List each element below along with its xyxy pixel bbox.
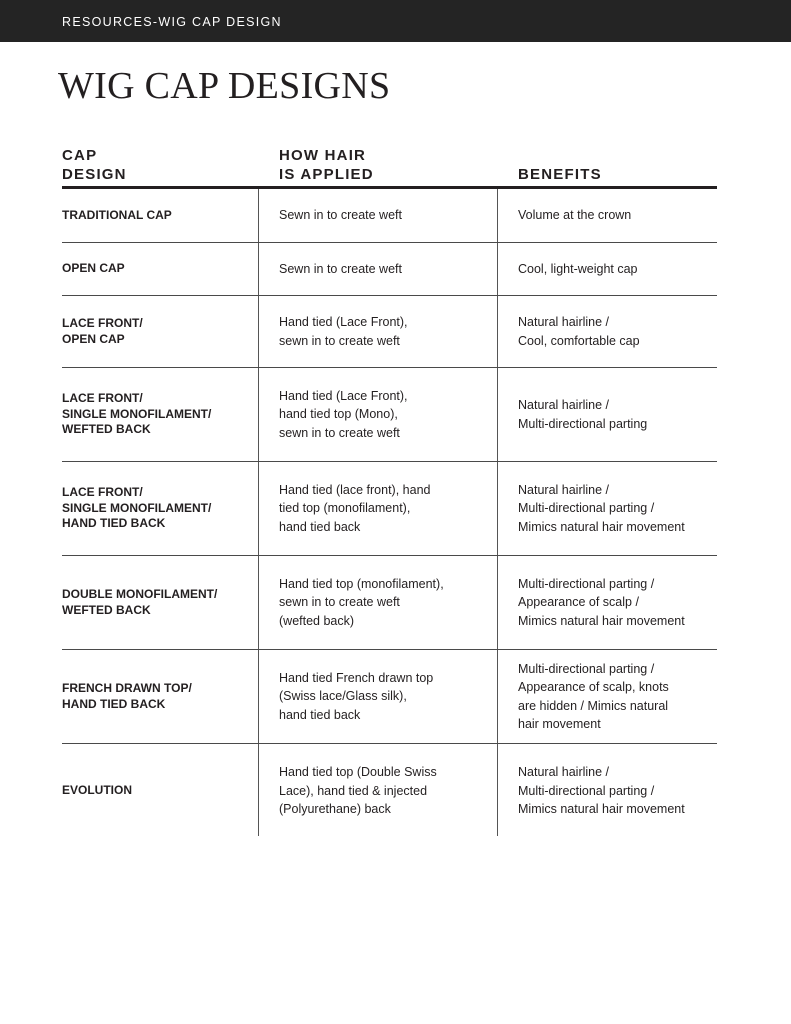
table-cell-how-applied: Hand tied top (Double Swiss Lace), hand tied & injected (Polyurethane) back [279, 765, 437, 817]
table-cell-benefits: Natural hairline / Multi-directional parting [518, 398, 648, 431]
table-cell-how-applied: Hand tied (Lace Front), hand tied top (Mono), sewn in to create weft [279, 388, 408, 440]
table-cell-how-applied: Sewn in to create weft [279, 208, 402, 223]
table-cell-benefits: Multi-directional parting / Appearance of scalp / Mimics natural hair movement [518, 576, 685, 628]
table-cell-how-applied: Hand tied (lace front), hand tied top (monofilament), hand tied back [279, 482, 431, 534]
table-cell-how-applied: Hand tied (Lace Front), sewn in to create weft [279, 315, 408, 348]
header-bar [0, 0, 791, 42]
table-cell-benefits: Natural hairline / Cool, comfortable cap [518, 315, 640, 348]
table-cell-benefits: Cool, light-weight cap [518, 261, 638, 276]
table-cell-benefits: Volume at the crown [518, 208, 632, 223]
table-cell-how-applied: Sewn in to create weft [279, 261, 402, 276]
page-title: WIG CAP DESIGNS [58, 65, 391, 107]
table-cell-cap-design: OPEN CAP [62, 261, 125, 276]
column-divider [258, 189, 259, 836]
table-cell-benefits: Natural hairline / Multi-directional parting / Mimics natural hair movement [518, 482, 685, 534]
table-cell-benefits: Natural hairline / Multi-directional parting / Mimics natural hair movement [518, 765, 685, 817]
table-cell-benefits: Multi-directional parting / Appearance of scalp, knots are hidden / Mimics natural hair movement [518, 661, 669, 731]
column-header-how-hair-is-applied: HOW HAIR IS APPLIED [279, 147, 374, 183]
header-bar-label: RESOURCES-WIG CAP DESIGN [62, 15, 282, 29]
table-cell-cap-design: TRADITIONAL CAP [62, 207, 172, 222]
table-cell-how-applied: Hand tied French drawn top (Swiss lace/Glass silk), hand tied back [279, 670, 434, 722]
column-header-benefits: BENEFITS [518, 166, 602, 183]
table-cell-cap-design: LACE FRONT/ SINGLE MONOFILAMENT/ WEFTED BACK [62, 391, 212, 437]
table-cell-how-applied: Hand tied top (monofilament), sewn in to create weft (wefted back) [279, 576, 444, 628]
column-divider [497, 189, 498, 836]
table-cell-cap-design: EVOLUTION [62, 783, 133, 798]
table-cell-cap-design: LACE FRONT/ SINGLE MONOFILAMENT/ HAND TIED BACK [62, 485, 212, 531]
column-header-cap-design: CAP DESIGN [62, 147, 127, 183]
table-cell-cap-design: LACE FRONT/ OPEN CAP [62, 316, 143, 346]
table-cell-cap-design: DOUBLE MONOFILAMENT/ WEFTED BACK [62, 587, 218, 617]
table-cell-cap-design: FRENCH DRAWN TOP/ HAND TIED BACK [62, 681, 192, 711]
